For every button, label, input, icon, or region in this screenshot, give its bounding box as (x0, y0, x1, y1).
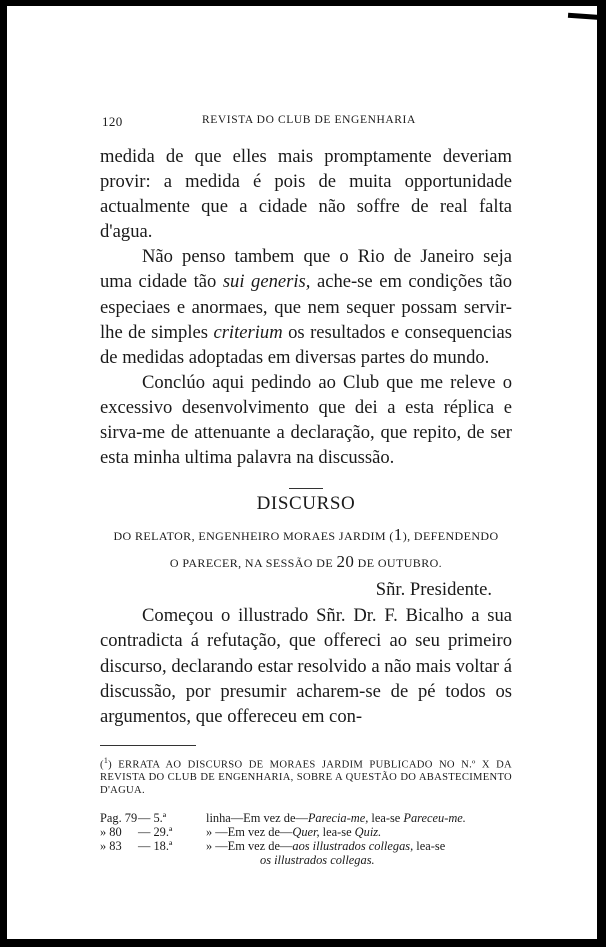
section-paragraph: Começou o illustrado Sñr. Dr. F. Bicalho a sua contradicta á refutação, que offereci ao seu primeiro discurso, declarando estar resolvido a não mais voltar á discussão, por presumir acharem-se de pé todos os argumentos, que offereceu em con- (100, 605, 512, 727)
errata-mid: lea-se (368, 811, 404, 826)
paragraph-1: medida de que elles mais promptamente deveriam provir: a medida é pois de muita opportunidade actualmente que a cidade não soffre de real falta d'agua. (100, 146, 512, 243)
body-text (100, 144, 512, 729)
errata-continuation-row (100, 853, 512, 867)
book-page (100, 110, 512, 867)
errata-wrong: Parecia-me, (307, 811, 369, 826)
subheading-text-c: O PARECER, NA SESSÃO DE (169, 556, 337, 571)
errata-page: Pag. 79 (100, 811, 138, 826)
section-subheading (100, 522, 512, 576)
paragraph-2-text-b: ache-se em condições tão especiaes e anormaes, que nem sequer possam servir-lhe de simples (100, 271, 513, 343)
italic-criterium: criterium (213, 321, 283, 343)
errata-prefix: » —Em vez de— (206, 839, 293, 854)
scan-border-top (0, 0, 606, 6)
scan-border-bottom (0, 939, 606, 947)
footnote-rule (100, 745, 196, 746)
errata-line: — 18.ª (138, 839, 173, 854)
footnote-mark: 1 (103, 755, 109, 765)
section-heading: DISCURSO (256, 493, 356, 515)
paragraph-3: Conclúo aqui pedindo ao Club que me releve o excessivo desenvolvimento que dei a esta réplica e sirva-me de attenuante a declaração, que repito, de ser esta minha ultima palavra na discussão. (100, 371, 512, 469)
paragraph-2-text-a: Não penso tambem que o Rio de Janeiro seja uma cidade tão (100, 246, 512, 293)
errata-row (100, 839, 512, 853)
errata-page: » 83 (100, 839, 122, 854)
errata-wrong: aos illustrados collegas, (292, 839, 414, 854)
scan-border-left (0, 0, 7, 947)
errata-list (100, 811, 512, 867)
footnote-text: ERRATA AO DISCURSO DE MORAES JARDIM PUBLICADO NO N.º X DA REVISTA DO CLUB DE ENGENHARIA, SOBRE A QUESTÃO DO ABASTECIMENTO D'AGUA. (100, 759, 512, 797)
subheading-text-b: ), DEFENDENDO (402, 529, 499, 544)
errata-spacer (100, 853, 138, 867)
footnote-ref: 1 (393, 525, 403, 545)
section-divider (289, 488, 323, 489)
running-title: REVISTA DO CLUB DE ENGENHARIA (202, 114, 416, 126)
footnote: ($^1$) ERRATA AO DISCURSO DE MORAES JARDIM PUBLICADO NO N.º X DA REVISTA DO CLUB DE ENGENHARIA, SOBRE A QUESTÃO DO ABASTECIMENTO D'AGUA. (100, 755, 512, 797)
errata-mid: lea-se (319, 825, 355, 840)
errata-correction (206, 839, 512, 853)
paragraph-2-text-c: os resultados e consequencias de medidas adoptadas em diversas partes do mundo. (100, 321, 512, 368)
errata-correction (206, 811, 512, 825)
scan-border-right (597, 0, 606, 947)
running-header (100, 110, 512, 132)
salutation: Sñr. Presidente. (375, 579, 492, 601)
paragraph-2 (100, 244, 512, 369)
errata-prefix: linha—Em vez de— (206, 811, 308, 826)
errata-row (100, 825, 512, 839)
subheading-text-a: DO RELATOR, ENGENHEIRO MORAES JARDIM ( (113, 529, 394, 544)
errata-wrong: Quer, (292, 825, 320, 840)
subheading-line-1 (100, 522, 512, 549)
subheading-day: 20 (336, 552, 355, 572)
errata-continuation: os illustrados collegas. (260, 853, 375, 868)
page-number: 120 (102, 114, 123, 129)
errata-prefix: » —Em vez de— (206, 825, 293, 840)
errata-mid: lea-se (413, 839, 446, 854)
errata-page: » 80 (100, 825, 122, 840)
errata-correction (206, 825, 512, 839)
italic-sui-generis: sui generis, (222, 271, 311, 293)
errata-line: — 5.ª (138, 811, 167, 826)
subheading-text-d: DE OUTUBRO. (354, 556, 443, 571)
errata-right: Quiz. (354, 825, 382, 840)
errata-line: — 29.ª (138, 825, 173, 840)
errata-row (100, 811, 512, 825)
errata-spacer (138, 853, 206, 867)
subheading-line-2 (100, 549, 512, 576)
errata-right: Pareceu-me. (403, 811, 466, 826)
